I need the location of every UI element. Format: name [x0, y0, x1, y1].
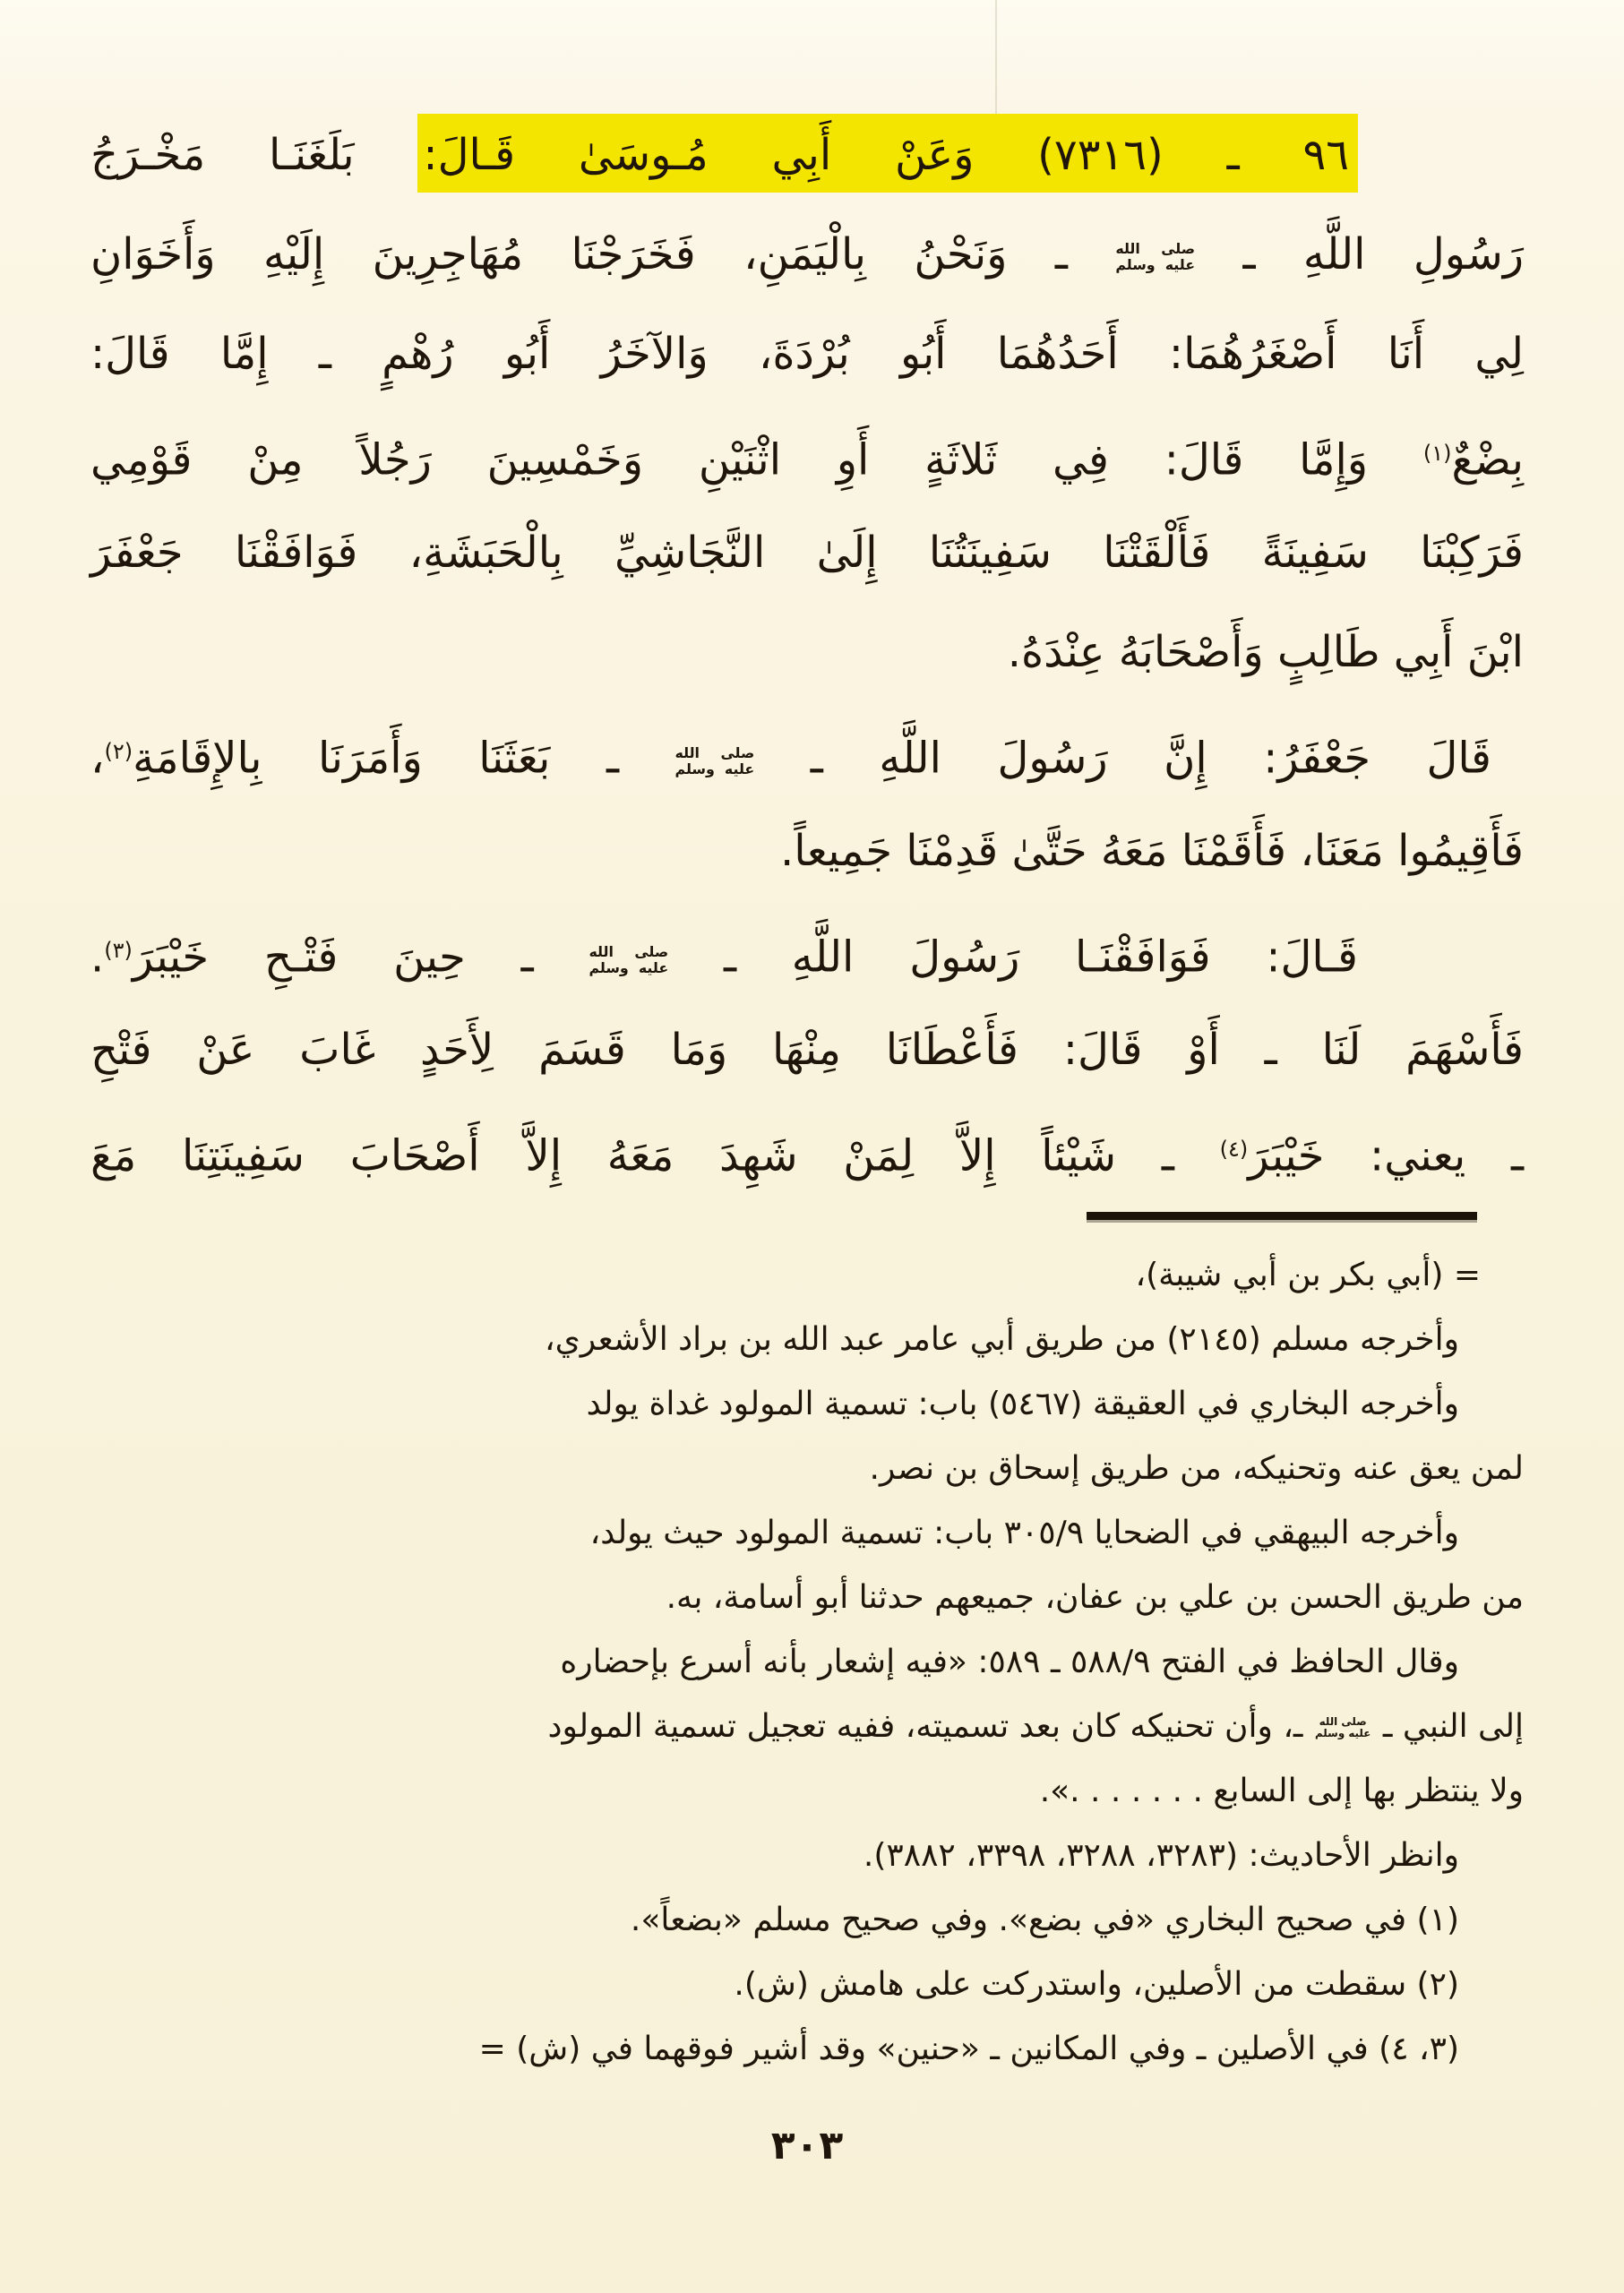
text-run: بِضْعٌ	[1451, 434, 1524, 485]
hadith-line-normal	[90, 305, 1524, 404]
hadith-line-normal	[90, 404, 1524, 503]
text-run: قَـالَ: فَوَافَقْنَـا رَسُولَ اللَّهِ ـ	[668, 932, 1359, 983]
text-run: إلى النبي ـ	[1372, 1708, 1524, 1745]
hadith-line-normal	[90, 503, 1524, 603]
text-run: قَالَ جَعْفَرُ: إِنَّ رَسُولَ اللَّهِ ـ	[754, 733, 1491, 784]
text-run: = (أبي بكر بن أبي شيبة)،	[1135, 1257, 1481, 1293]
hadith-line-paragraph-start	[90, 901, 1524, 1001]
footnote-line	[90, 1630, 1524, 1695]
page-number: ٣٠٣	[770, 2123, 844, 2168]
footnote-marker: (٢)	[104, 739, 133, 764]
text-run: (٢) سقطت من الأصلين، واستدركت على هامش (ش).	[734, 1966, 1459, 2003]
saw-honorific-symbol: صلى الله عليه وسلم	[675, 743, 755, 777]
hadith-line-paragraph-end	[90, 603, 1524, 702]
text-run: ـ وَنَحْنُ بِالْيَمَنِ، فَخَرَجْنَا مُهَاجِرِينَ إِلَيْهِ وَأَخَوَانِ	[90, 229, 1116, 279]
footnote-line	[90, 1437, 1524, 1501]
footnote-line	[90, 1824, 1524, 1888]
saw-honorific-symbol: صلى الله عليه وسلم	[1115, 240, 1196, 273]
text-run: .	[90, 932, 105, 983]
footnotes-block	[90, 1243, 1524, 2082]
hadith-line-opening	[90, 106, 1524, 205]
hadith-line-paragraph-start	[90, 702, 1524, 802]
saw-honorific-symbol: صلى الله عليه وسلم	[1314, 1714, 1371, 1739]
text-run: وَإِمَّا قَالَ: فِي ثَلاثَةٍ أَوِ اثْنَيْنِ وَخَمْسِينَ رَجُلاً مِنْ قَوْمِي	[90, 434, 1423, 485]
footnote-line	[90, 1695, 1524, 1759]
text-run: ابْنَ أَبِي طَالِبٍ وَأَصْحَابَهُ عِنْدَهُ.	[1007, 627, 1524, 677]
text-run: لِي أَنَا أَصْغَرُهُمَا: أَحَدُهُمَا أَبُو بُرْدَةَ، وَالآخَرُ أَبُو رُهْمٍ ـ إِمَّا قَالَ:	[90, 329, 1524, 379]
text-run: ولا ينتظر بها إلى السابع . . . . . . .».	[1039, 1773, 1524, 1809]
footnote-marker: (١)	[1422, 441, 1452, 466]
text-run: وأخرجه البيهقي في الضحايا ٣٠٥/٩ باب: تسمية المولود حيث يولد،	[589, 1515, 1459, 1551]
footnote-line	[90, 1308, 1524, 1372]
footnote-separator-rule	[1087, 1212, 1477, 1220]
text-run: من طريق الحسن بن علي بن عفان، جميعهم حدثنا أبو أسامة، به.	[666, 1579, 1524, 1616]
text-run: وقال الحافظ في الفتح ٥٨٨/٩ ـ ٥٨٩: «فيه إشعار بأنه أسرع بإحضاره	[560, 1644, 1459, 1680]
text-run: بَلَغَنَـا مَخْـرَجُ	[90, 130, 418, 180]
text-run: (١) في صحيح البخاري «في بضع». وفي صحيح مسلم «بضعاً».	[630, 1902, 1459, 1938]
footnote-line	[90, 1953, 1524, 2017]
footnote-line	[90, 1888, 1524, 1953]
hadith-line-normal	[90, 1100, 1524, 1199]
saw-honorific-symbol: صلى الله عليه وسلم	[589, 942, 669, 976]
text-run: ـ، وأن تحنيكه كان بعد تسميته، ففيه تعجيل تسمية المولود	[547, 1708, 1313, 1745]
footnote-line	[90, 1243, 1524, 1308]
footnote-line	[90, 1566, 1524, 1630]
footnote-line	[90, 1759, 1524, 1824]
text-run: وانظر الأحاديث: (٣٢٨٣، ٣٢٨٨، ٣٣٩٨، ٣٨٨٢).	[863, 1837, 1459, 1874]
footnote-line	[90, 1372, 1524, 1437]
text-run: ـ شَيْئاً إِلاَّ لِمَنْ شَهِدَ مَعَهُ إِلاَّ أَصْحَابَ سَفِينَتِنَا مَعَ	[90, 1130, 1220, 1181]
text-run: وأخرجه مسلم (٢١٤٥) من طريق أبي عامر عبد الله بن براد الأشعري،	[544, 1321, 1459, 1358]
footnote-line	[90, 2017, 1524, 2082]
text-run: (٣، ٤) في الأصلين ـ وفي المكانين ـ «حنين» وقد أشير فوقهما في (ش) =	[478, 2031, 1459, 2067]
footnote-line	[90, 1501, 1524, 1566]
footnote-marker: (٣)	[104, 938, 133, 963]
hadith-line-paragraph-end	[90, 802, 1524, 901]
text-run: رَسُولِ اللَّهِ ـ	[1195, 229, 1524, 279]
text-run: ـ بَعَثَنَا وَأَمَرَنَا بِالإِقَامَةِ	[133, 733, 675, 784]
text-run: ـ يعني: خَيْبَرَ	[1248, 1130, 1525, 1181]
text-run: ـ حِينَ فَتْـحِ خَيْبَرَ	[132, 932, 589, 983]
hadith-line-normal	[90, 1001, 1524, 1100]
text-run: فَرَكِبْنَا سَفِينَةً فَأَلْقَتْنَا سَفِينَتُنَا إِلَىٰ النَّجَاشِيِّ بِالْحَبَشَةِ، فَوَافَقْنَا جَعْفَرَ	[90, 528, 1524, 578]
footnote-marker: (٤)	[1219, 1137, 1249, 1162]
highlighted-text: ٩٦ ـ (٧٣١٦) وَعَنْ أَبِي مُـوسَىٰ قَـالَ:	[417, 114, 1358, 193]
hadith-text-block	[90, 106, 1524, 1199]
hadith-line-normal	[90, 205, 1524, 305]
text-run: ،	[90, 733, 105, 784]
text-run: فَأَقِيمُوا مَعَنَا، فَأَقَمْنَا مَعَهُ حَتَّىٰ قَدِمْنَا جَمِيعاً.	[780, 826, 1524, 876]
text-run: وأخرجه البخاري في العقيقة (٥٤٦٧) باب: تسمية المولود غداة يولد	[586, 1386, 1459, 1422]
text-run: لمن يعق عنه وتحنيكه، من طريق إسحاق بن نصر.	[869, 1450, 1524, 1487]
text-run: فَأَسْهَمَ لَنَا ـ أَوْ قَالَ: فَأَعْطَانَا مِنْهَا وَمَا قَسَمَ لِأَحَدٍ غَابَ عَنْ فَتْحِ	[90, 1025, 1524, 1075]
